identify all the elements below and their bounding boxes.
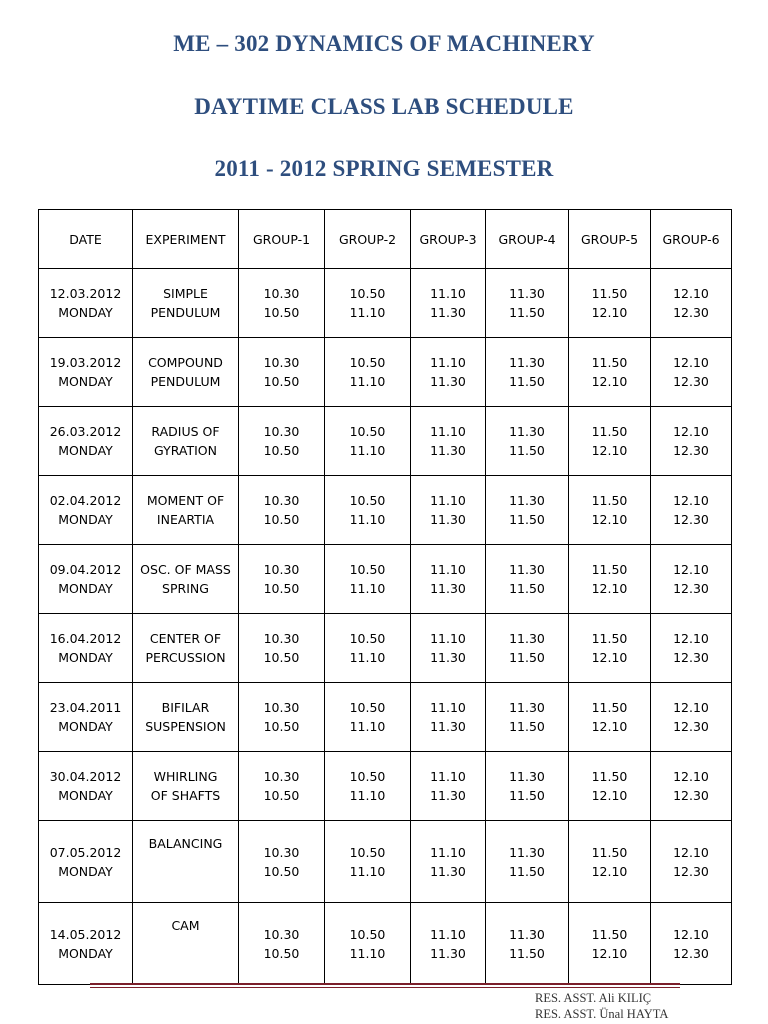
- date-cell: [39, 476, 133, 545]
- day-text: MONDAY: [58, 443, 113, 458]
- group-5-time-cell: [569, 821, 651, 903]
- start-time: 10.30: [263, 286, 300, 301]
- header-date: DATE: [39, 210, 133, 269]
- group-6-time-cell: [651, 821, 732, 903]
- start-time: 11.10: [430, 355, 466, 370]
- end-time: 11.30: [430, 788, 466, 803]
- end-time: 11.10: [349, 443, 386, 458]
- end-time: 12.10: [591, 863, 628, 879]
- experiment-text-line2: SPRING: [162, 581, 209, 596]
- group-3-time-cell: [411, 903, 486, 985]
- end-time: 12.10: [591, 305, 628, 320]
- experiment-cell: [133, 476, 239, 545]
- semester-title: 2011 - 2012 SPRING SEMESTER: [214, 156, 554, 181]
- end-time: 12.30: [673, 650, 709, 665]
- start-time: 10.30: [263, 562, 300, 577]
- date-text: 14.05.2012: [49, 926, 122, 942]
- assistant-name-1: RES. ASST. Ali KILIÇ: [535, 991, 652, 1005]
- group-4-time-cell: [486, 752, 569, 821]
- group-1-time-cell: [239, 903, 325, 985]
- group-4-time-cell: [486, 821, 569, 903]
- end-time: 11.10: [349, 374, 386, 389]
- end-time: 10.50: [263, 443, 300, 458]
- date-text: 09.04.2012: [49, 562, 122, 577]
- experiment-text: COMPOUND: [148, 355, 223, 370]
- group-5-time-cell: [569, 269, 651, 338]
- date-text: 26.03.2012: [49, 424, 122, 439]
- end-time: 11.10: [349, 305, 386, 320]
- lab-schedule-table: [38, 209, 732, 985]
- start-time: 11.10: [430, 844, 466, 860]
- experiment-text: SIMPLE: [163, 286, 208, 301]
- table-row: [39, 269, 732, 338]
- experiment-cell: [133, 269, 239, 338]
- end-time: 11.50: [509, 719, 545, 734]
- end-time: 12.10: [591, 945, 628, 961]
- table-row: [39, 614, 732, 683]
- group-2-time-cell: [325, 269, 411, 338]
- end-time: 11.30: [430, 581, 466, 596]
- experiment-cell: [133, 338, 239, 407]
- group-6-time-cell: [651, 545, 732, 614]
- start-time: 12.10: [673, 926, 709, 942]
- date-text: 16.04.2012: [49, 631, 122, 646]
- experiment-text: OSC. OF MASS: [140, 562, 231, 577]
- header-group-2: GROUP-2: [325, 210, 411, 269]
- end-time: 12.10: [591, 581, 628, 596]
- end-time: 10.50: [263, 512, 300, 527]
- group-3-time-cell: [411, 338, 486, 407]
- day-text: MONDAY: [58, 512, 113, 527]
- end-time: 10.50: [263, 788, 300, 803]
- start-time: 11.30: [509, 631, 545, 646]
- table-row: [39, 903, 732, 985]
- start-time: 10.30: [263, 631, 300, 646]
- date-cell: [39, 545, 133, 614]
- experiment-cell: [133, 545, 239, 614]
- end-time: 12.30: [673, 443, 709, 458]
- group-3-time-cell: [411, 269, 486, 338]
- start-time: 10.30: [263, 700, 300, 715]
- start-time: 12.10: [673, 700, 709, 715]
- end-time: 11.50: [509, 443, 545, 458]
- header-group-1: GROUP-1: [239, 210, 325, 269]
- group-5-time-cell: [569, 614, 651, 683]
- date-cell: [39, 338, 133, 407]
- table-row: [39, 683, 732, 752]
- date-cell: [39, 407, 133, 476]
- start-time: 12.10: [673, 424, 709, 439]
- end-time: 12.30: [673, 512, 709, 527]
- date-text: 12.03.2012: [49, 286, 122, 301]
- experiment-text: RADIUS OF: [151, 424, 220, 439]
- start-time: 10.50: [349, 355, 386, 370]
- group-3-time-cell: [411, 752, 486, 821]
- start-time: 12.10: [673, 769, 709, 784]
- start-time: 12.10: [673, 631, 709, 646]
- date-cell: [39, 752, 133, 821]
- start-time: 10.50: [349, 493, 386, 508]
- start-time: 11.30: [509, 424, 545, 439]
- day-text: MONDAY: [58, 719, 113, 734]
- start-time: 11.30: [509, 844, 545, 860]
- group-4-time-cell: [486, 269, 569, 338]
- end-time: 11.10: [349, 788, 386, 803]
- experiment-cell: [133, 821, 239, 903]
- end-time: 12.30: [673, 305, 709, 320]
- group-5-time-cell: [569, 683, 651, 752]
- group-2-time-cell: [325, 821, 411, 903]
- end-time: 12.10: [591, 650, 628, 665]
- group-5-time-cell: [569, 338, 651, 407]
- start-time: 10.50: [349, 424, 386, 439]
- group-2-time-cell: [325, 476, 411, 545]
- end-time: 10.50: [263, 581, 300, 596]
- group-6-time-cell: [651, 683, 732, 752]
- group-5-time-cell: [569, 545, 651, 614]
- group-3-time-cell: [411, 476, 486, 545]
- schedule-title: DAYTIME CLASS LAB SCHEDULE: [194, 94, 574, 119]
- start-time: 11.10: [430, 631, 466, 646]
- start-time: 10.50: [349, 700, 386, 715]
- date-text: 23.04.2011: [49, 700, 122, 715]
- end-time: 11.10: [349, 650, 386, 665]
- start-time: 10.30: [263, 844, 300, 860]
- experiment-text: CENTER OF: [149, 631, 222, 646]
- start-time: 11.10: [430, 286, 466, 301]
- group-4-time-cell: [486, 476, 569, 545]
- end-time: 12.30: [673, 788, 709, 803]
- end-time: 11.50: [509, 305, 545, 320]
- end-time: 11.50: [509, 945, 545, 961]
- group-1-time-cell: [239, 683, 325, 752]
- start-time: 11.30: [509, 926, 545, 942]
- day-text: MONDAY: [58, 863, 113, 879]
- start-time: 11.50: [591, 562, 628, 577]
- end-time: 10.50: [263, 650, 300, 665]
- end-time: 12.10: [591, 719, 628, 734]
- group-6-time-cell: [651, 407, 732, 476]
- day-text: MONDAY: [58, 581, 113, 596]
- start-time: 11.30: [509, 700, 545, 715]
- group-2-time-cell: [325, 683, 411, 752]
- group-4-time-cell: [486, 545, 569, 614]
- group-2-time-cell: [325, 338, 411, 407]
- end-time: 10.50: [263, 863, 300, 879]
- date-cell: [39, 903, 133, 985]
- start-time: 11.50: [591, 493, 628, 508]
- start-time: 10.30: [263, 493, 300, 508]
- start-time: 11.50: [591, 700, 628, 715]
- end-time: 11.10: [349, 512, 386, 527]
- end-time: 11.30: [430, 512, 466, 527]
- header-group-4: GROUP-4: [486, 210, 569, 269]
- start-time: 10.50: [349, 844, 386, 860]
- experiment-text: MOMENT OF: [146, 493, 225, 508]
- end-time: 11.30: [430, 719, 466, 734]
- experiment-text-line2: PENDULUM: [150, 305, 221, 320]
- group-6-time-cell: [651, 614, 732, 683]
- group-2-time-cell: [325, 752, 411, 821]
- group-4-time-cell: [486, 407, 569, 476]
- end-time: 12.30: [673, 863, 709, 879]
- start-time: 11.30: [509, 769, 545, 784]
- group-3-time-cell: [411, 614, 486, 683]
- start-time: 10.30: [263, 769, 300, 784]
- start-time: 10.50: [349, 562, 386, 577]
- experiment-text-line2: INEARTIA: [156, 512, 215, 527]
- experiment-cell: [133, 683, 239, 752]
- end-time: 11.30: [430, 945, 466, 961]
- day-text: MONDAY: [58, 305, 113, 320]
- group-4-time-cell: [486, 614, 569, 683]
- start-time: 11.50: [591, 286, 628, 301]
- experiment-text-line2: GYRATION: [154, 443, 217, 458]
- start-time: 11.30: [509, 286, 545, 301]
- experiment-text-line2: PENDULUM: [150, 374, 221, 389]
- table-row: [39, 545, 732, 614]
- start-time: 11.30: [509, 493, 545, 508]
- start-time: 12.10: [673, 844, 709, 860]
- experiment-text-line2: SUSPENSION: [145, 719, 226, 734]
- date-text: 02.04.2012: [49, 493, 122, 508]
- group-3-time-cell: [411, 683, 486, 752]
- group-1-time-cell: [239, 545, 325, 614]
- group-6-time-cell: [651, 903, 732, 985]
- end-time: 11.30: [430, 305, 466, 320]
- header-group-3: GROUP-3: [411, 210, 486, 269]
- start-time: 11.50: [591, 424, 628, 439]
- group-1-time-cell: [239, 476, 325, 545]
- end-time: 11.50: [509, 650, 545, 665]
- experiment-text: BIFILAR: [161, 700, 210, 715]
- group-2-time-cell: [325, 545, 411, 614]
- group-6-time-cell: [651, 752, 732, 821]
- end-time: 11.50: [509, 788, 545, 803]
- end-time: 11.30: [430, 374, 466, 389]
- end-time: 11.30: [430, 443, 466, 458]
- end-time: 12.30: [673, 374, 709, 389]
- group-6-time-cell: [651, 269, 732, 338]
- group-6-time-cell: [651, 338, 732, 407]
- experiment-text-line2: PERCUSSION: [145, 650, 226, 665]
- start-time: 10.50: [349, 769, 386, 784]
- table-header-row: [39, 210, 732, 269]
- group-2-time-cell: [325, 903, 411, 985]
- start-time: 11.10: [430, 424, 466, 439]
- start-time: 10.50: [349, 926, 386, 942]
- end-time: 11.10: [349, 581, 386, 596]
- date-text: 30.04.2012: [49, 769, 122, 784]
- day-text: MONDAY: [58, 374, 113, 389]
- group-5-time-cell: [569, 476, 651, 545]
- end-time: 11.50: [509, 863, 545, 879]
- start-time: 11.30: [509, 355, 545, 370]
- day-text: MONDAY: [58, 788, 113, 803]
- start-time: 12.10: [673, 562, 709, 577]
- footer-divider: [90, 983, 680, 985]
- group-1-time-cell: [239, 407, 325, 476]
- start-time: 11.30: [509, 562, 545, 577]
- start-time: 10.30: [263, 355, 300, 370]
- table-row: [39, 407, 732, 476]
- assistant-name-2: RES. ASST. Ünal HAYTA: [535, 1007, 669, 1021]
- end-time: 11.50: [509, 581, 545, 596]
- end-time: 12.10: [591, 374, 628, 389]
- group-5-time-cell: [569, 752, 651, 821]
- experiment-text: WHIRLING: [153, 769, 218, 784]
- start-time: 10.50: [349, 286, 386, 301]
- group-3-time-cell: [411, 545, 486, 614]
- group-3-time-cell: [411, 407, 486, 476]
- end-time: 11.30: [430, 863, 466, 879]
- day-text: MONDAY: [58, 650, 113, 665]
- start-time: 10.30: [263, 926, 300, 942]
- group-1-time-cell: [239, 338, 325, 407]
- end-time: 10.50: [263, 374, 300, 389]
- start-time: 11.10: [430, 493, 466, 508]
- date-cell: [39, 269, 133, 338]
- group-4-time-cell: [486, 903, 569, 985]
- start-time: 11.50: [591, 926, 628, 942]
- start-time: 10.30: [263, 424, 300, 439]
- table-row: [39, 752, 732, 821]
- day-text: MONDAY: [58, 945, 113, 961]
- experiment-text: BALANCING: [148, 836, 223, 851]
- group-2-time-cell: [325, 407, 411, 476]
- experiment-text-line2: OF SHAFTS: [150, 788, 221, 803]
- start-time: 10.50: [349, 631, 386, 646]
- start-time: 11.10: [430, 926, 466, 942]
- header-experiment: EXPERIMENT: [133, 210, 239, 269]
- end-time: 11.30: [430, 650, 466, 665]
- end-time: 12.30: [673, 719, 709, 734]
- date-text: 07.05.2012: [49, 844, 122, 860]
- start-time: 11.50: [591, 355, 628, 370]
- course-title: ME – 302 DYNAMICS OF MACHINERY: [173, 31, 595, 56]
- start-time: 11.50: [591, 769, 628, 784]
- end-time: 11.10: [349, 945, 386, 961]
- start-time: 11.50: [591, 844, 628, 860]
- table-row: [39, 821, 732, 903]
- experiment-cell: [133, 903, 239, 985]
- end-time: 10.50: [263, 719, 300, 734]
- header-group-6: GROUP-6: [651, 210, 732, 269]
- group-2-time-cell: [325, 614, 411, 683]
- start-time: 11.10: [430, 562, 466, 577]
- end-time: 10.50: [263, 945, 300, 961]
- group-1-time-cell: [239, 821, 325, 903]
- end-time: 12.10: [591, 443, 628, 458]
- start-time: 11.50: [591, 631, 628, 646]
- end-time: 12.10: [591, 788, 628, 803]
- end-time: 11.50: [509, 512, 545, 527]
- group-1-time-cell: [239, 752, 325, 821]
- start-time: 11.10: [430, 769, 466, 784]
- end-time: 10.50: [263, 305, 300, 320]
- start-time: 12.10: [673, 355, 709, 370]
- experiment-cell: [133, 407, 239, 476]
- group-5-time-cell: [569, 407, 651, 476]
- group-6-time-cell: [651, 476, 732, 545]
- end-time: 12.30: [673, 581, 709, 596]
- experiment-cell: [133, 614, 239, 683]
- date-cell: [39, 614, 133, 683]
- group-5-time-cell: [569, 903, 651, 985]
- start-time: 11.10: [430, 700, 466, 715]
- group-3-time-cell: [411, 821, 486, 903]
- end-time: 12.10: [591, 512, 628, 527]
- group-4-time-cell: [486, 683, 569, 752]
- header-group-5: GROUP-5: [569, 210, 651, 269]
- end-time: 12.30: [673, 945, 709, 961]
- footer-divider-thin: [90, 987, 680, 988]
- date-cell: [39, 821, 133, 903]
- table-row: [39, 476, 732, 545]
- start-time: 12.10: [673, 493, 709, 508]
- group-1-time-cell: [239, 269, 325, 338]
- table-row: [39, 338, 732, 407]
- date-cell: [39, 683, 133, 752]
- end-time: 11.10: [349, 863, 386, 879]
- group-4-time-cell: [486, 338, 569, 407]
- experiment-cell: [133, 752, 239, 821]
- group-1-time-cell: [239, 614, 325, 683]
- experiment-text: CAM: [171, 918, 200, 933]
- start-time: 12.10: [673, 286, 709, 301]
- end-time: 11.10: [349, 719, 386, 734]
- date-text: 19.03.2012: [49, 355, 122, 370]
- end-time: 11.50: [509, 374, 545, 389]
